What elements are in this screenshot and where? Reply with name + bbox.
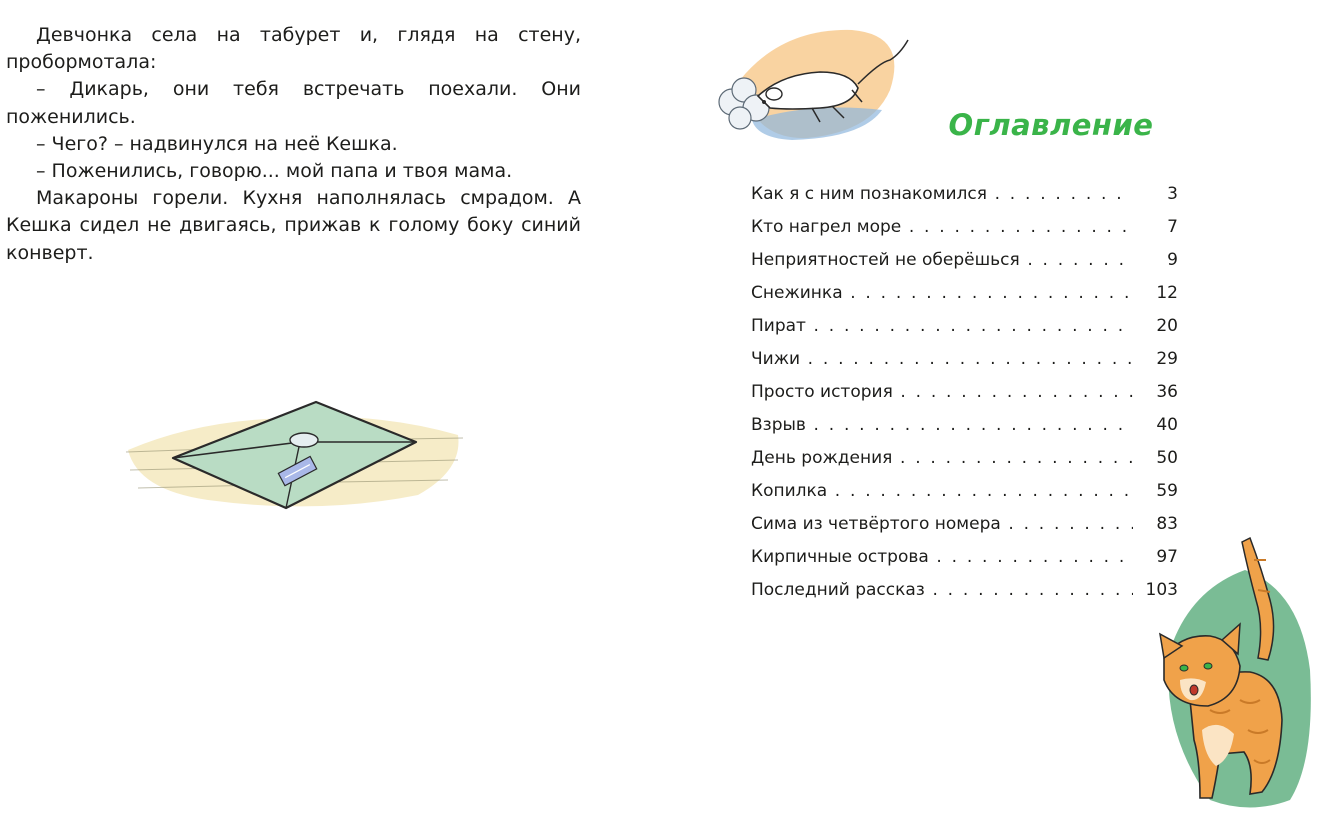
toc-entry-page: 97 — [1156, 547, 1178, 567]
toc-entry-title: Пират — [751, 316, 806, 336]
toc-entry — [751, 508, 1178, 541]
toc-entry-page: 50 — [1156, 448, 1178, 468]
toc-entry-page: 3 — [1167, 184, 1178, 204]
mouse-illustration — [712, 10, 912, 155]
toc-entry-page: 40 — [1156, 415, 1178, 435]
toc-entry-title: Сима из четвёртого номера — [751, 514, 1001, 534]
toc-entry — [751, 343, 1178, 376]
toc-entry-title: Как я с ним познакомился — [751, 184, 987, 204]
toc-entry-page: 36 — [1156, 382, 1178, 402]
paragraph: Девчонка села на табурет и, глядя на стену, пробормотала: — [6, 24, 581, 74]
toc-entry-title: Неприятностей не оберёшься — [751, 250, 1020, 270]
toc-entry-title: Кирпичные острова — [751, 547, 929, 567]
toc-entry-title: Взрыв — [751, 415, 806, 435]
story-text — [6, 22, 581, 267]
toc-entry-title: Просто история — [751, 382, 893, 402]
toc-entry — [751, 409, 1178, 442]
toc-entry-page: 12 — [1156, 283, 1178, 303]
toc-entry-page: 83 — [1156, 514, 1178, 534]
toc-entry-title: Последний рассказ — [751, 580, 925, 600]
toc-entry-page: 20 — [1156, 316, 1178, 336]
toc-title: Оглавление — [948, 108, 1154, 142]
toc-entry-title: Снежинка — [751, 283, 843, 303]
cat-illustration — [1150, 530, 1315, 825]
toc-entry-page: 103 — [1145, 580, 1178, 600]
toc-entry-title: День рождения — [751, 448, 893, 468]
toc-entry — [751, 376, 1178, 409]
toc-entry — [751, 442, 1178, 475]
table-of-contents — [751, 178, 1178, 607]
toc-entry — [751, 574, 1178, 607]
toc-entry-title: Чижи — [751, 349, 801, 369]
toc-entry-title: Копилка — [751, 481, 828, 501]
toc-entry — [751, 244, 1178, 277]
toc-entry — [751, 475, 1178, 508]
toc-entry — [751, 178, 1178, 211]
toc-entry-title: Кто нагрел море — [751, 217, 902, 237]
paragraph: – Поженились, говорю... мой папа и твоя мама. — [36, 160, 513, 183]
toc-entry-page: 59 — [1156, 481, 1178, 501]
toc-entry-page: 29 — [1156, 349, 1178, 369]
paragraph: Макароны горели. Кухня наполнялась смрадом. А Кешка сидел не двигаясь, прижав к голому боку синий конверт. — [6, 187, 581, 264]
paragraph: – Дикарь, они тебя встречать поехали. Они поженились. — [6, 78, 581, 128]
envelope-illustration — [118, 390, 468, 525]
toc-entry — [751, 310, 1178, 343]
toc-entry — [751, 277, 1178, 310]
toc-entry — [751, 541, 1178, 574]
toc-entry-page: 9 — [1167, 250, 1178, 270]
toc-entry — [751, 211, 1178, 244]
toc-entry-page: 7 — [1167, 217, 1178, 237]
paragraph: – Чего? – надвинулся на неё Кешка. — [36, 132, 398, 155]
